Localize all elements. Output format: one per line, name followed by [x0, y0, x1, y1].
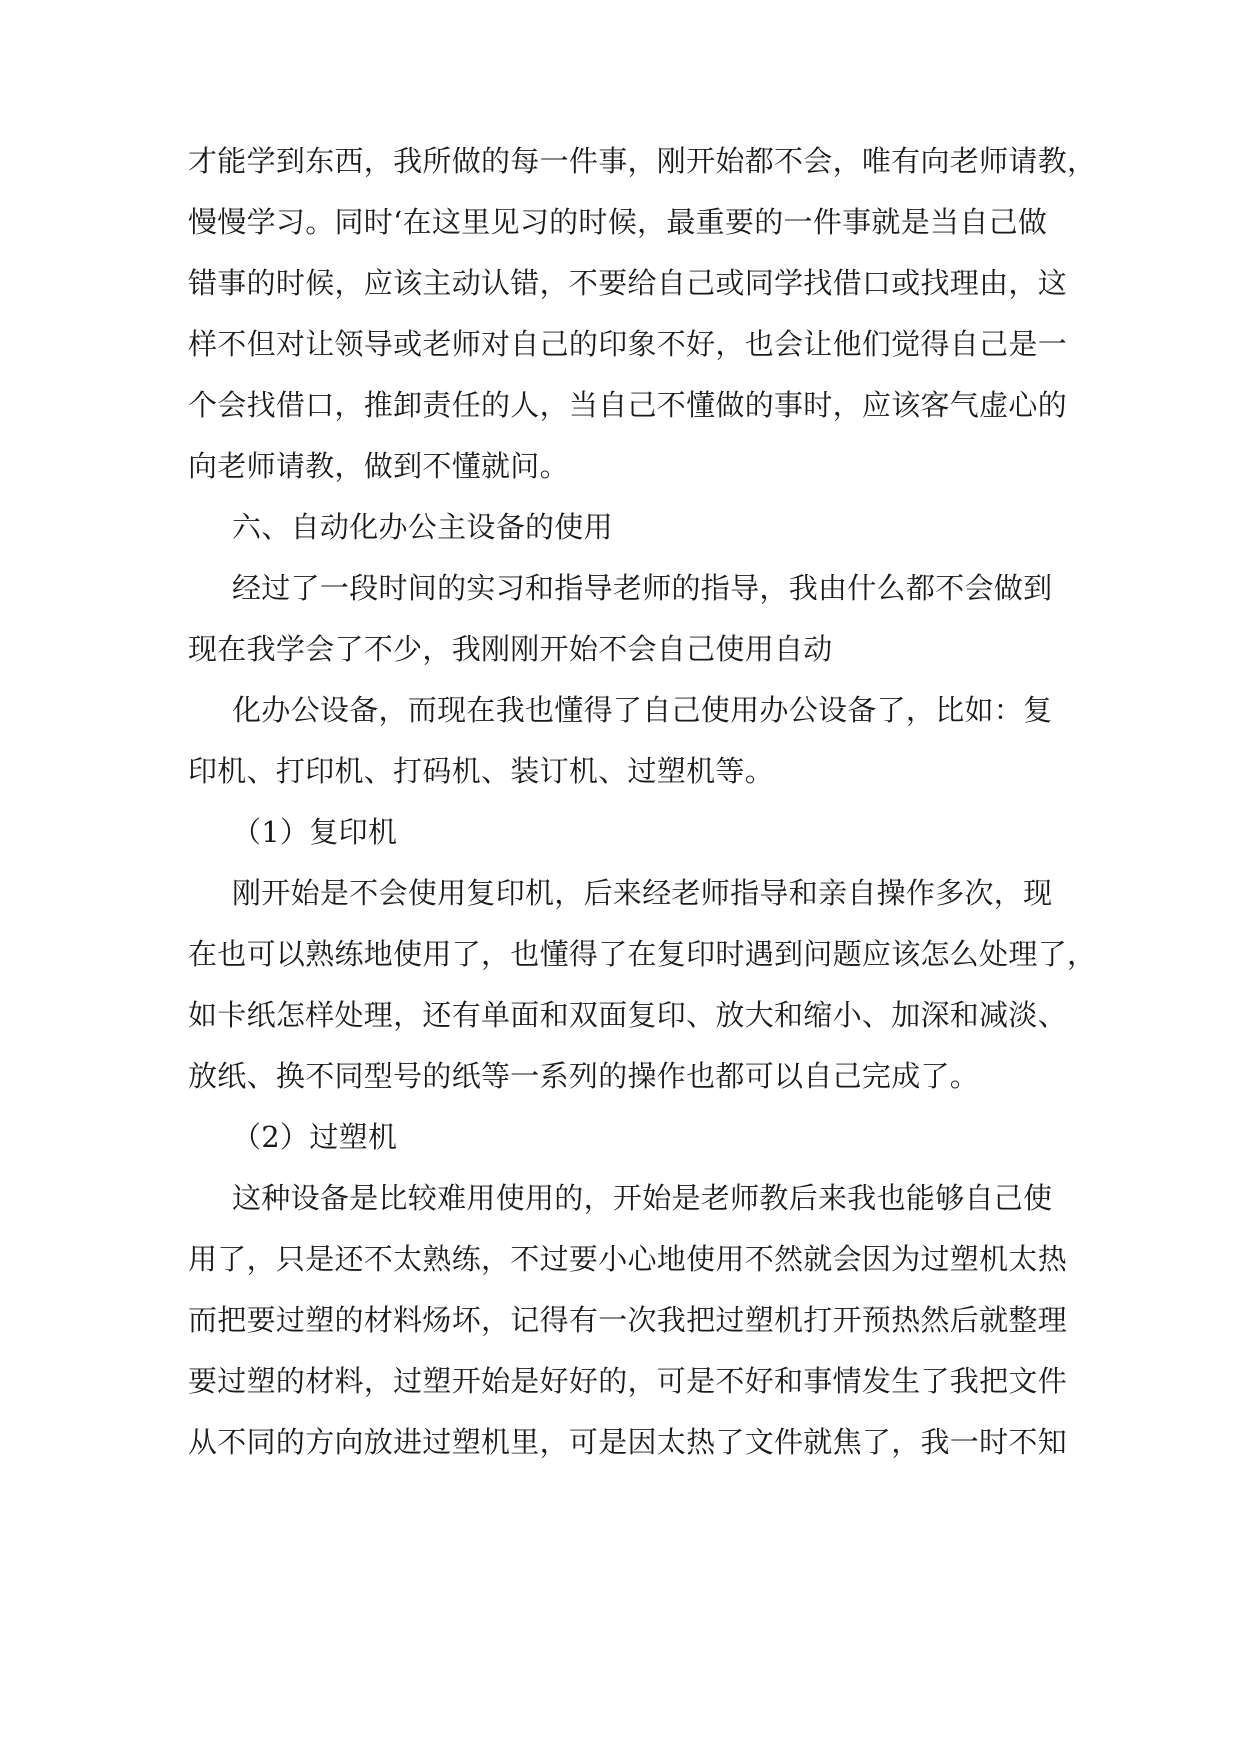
paragraph-line: 样不但对让领导或老师对自己的印象不好，也会让他们觉得自己是一: [188, 327, 1068, 361]
paragraph-line: 要过塑的材料，过塑开始是好好的，可是不好和事情发生了我把文件: [188, 1364, 1068, 1398]
paragraph-line: 这种设备是比较难用使用的，开始是老师教后来我也能够自己使: [232, 1181, 1053, 1215]
paragraph-line: 经过了一段时间的实习和指导老师的指导，我由什么都不会做到: [232, 571, 1053, 605]
paragraph-line: 向老师请教，做到不懂就问。: [188, 449, 569, 483]
subsection-heading: （2）过塑机: [232, 1120, 398, 1154]
paragraph-line: 而把要过塑的材料炀坏，记得有一次我把过塑机打开预热然后就整理: [188, 1303, 1068, 1337]
paragraph-line: 印机、打印机、打码机、装订机、过塑机等。: [188, 754, 775, 788]
paragraph-line: 如卡纸怎样处理，还有单面和双面复印、放大和缩小、加深和减淡、: [188, 998, 1068, 1032]
paragraph-line: 化办公设备，而现在我也懂得了自己使用办公设备了，比如：复: [232, 693, 1053, 727]
paragraph-line: 个会找借口，推卸责任的人，当自己不懂做的事时，应该客气虚心的: [188, 388, 1068, 422]
paragraph-line: 错事的时候，应该主动认错，不要给自己或同学找借口或找理由，这: [188, 266, 1068, 300]
paragraph-line: 从不同的方向放进过塑机里，可是因太热了文件就焦了，我一时不知: [188, 1425, 1068, 1459]
paragraph-line: 用了，只是还不太熟练，不过要小心地使用不然就会因为过塑机太热: [188, 1242, 1068, 1276]
section-heading: 六、自动化办公主设备的使用: [232, 510, 613, 544]
subsection-heading: （1）复印机: [232, 815, 398, 849]
paragraph-line: 放纸、换不同型号的纸等一系列的操作也都可以自己完成了。: [188, 1059, 980, 1093]
paragraph-line: 才能学到东西，我所做的每一件事，刚开始都不会，唯有向老师请教，: [188, 144, 1097, 178]
paragraph-line: 慢慢学习。同时‘在这里见习的时候，最重要的一件事就是当自己做: [188, 205, 1048, 239]
paragraph-line: 在也可以熟练地使用了，也懂得了在复印时遇到问题应该怎么处理了，: [188, 937, 1097, 971]
paragraph-line: 刚开始是不会使用复印机，后来经老师指导和亲自操作多次，现: [232, 876, 1053, 910]
paragraph-line: 现在我学会了不少，我刚刚开始不会自己使用自动: [188, 632, 833, 666]
